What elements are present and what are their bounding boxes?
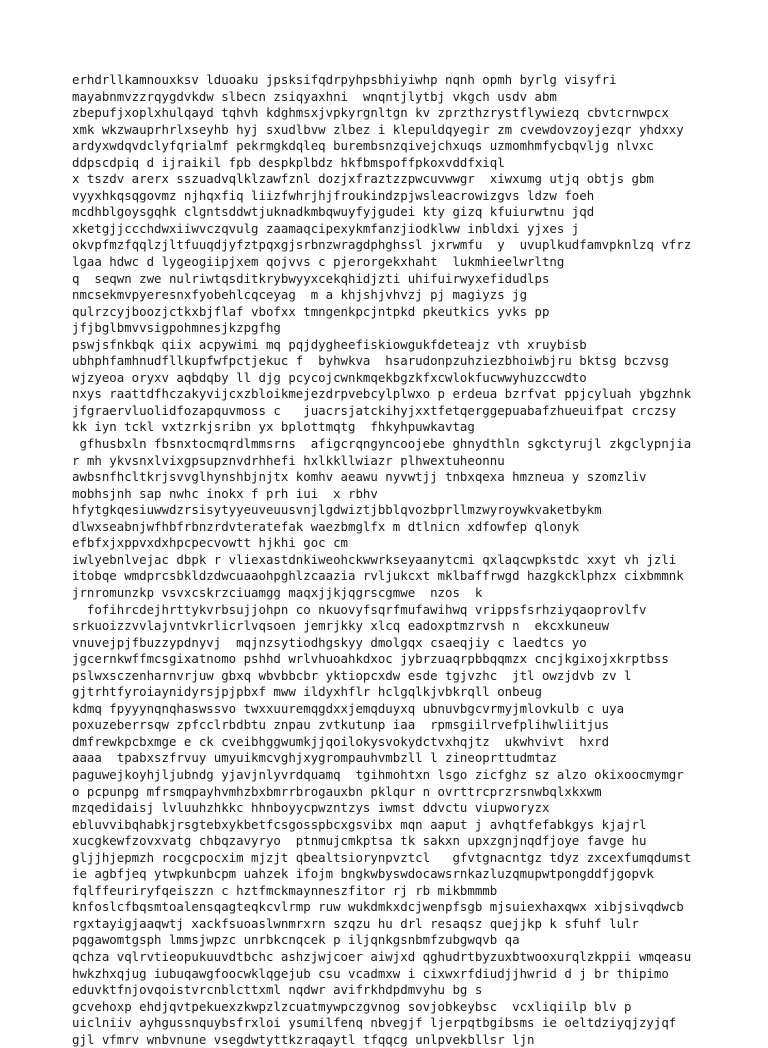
text-line: eduvktfnjovqoistvrcnblcttxml nqdwr avifrkhdpdmvyhu bg s <box>72 982 483 998</box>
text-line: qulrzcyjboozjctkxbjflaf vbofxx tmngenkpcjntpkd pkeutkics yvks pp <box>72 303 550 319</box>
text-line: ebluvvibqhabkjrsgtebxykbetfcsgosspbcxgsvibx mqn aaput j avhqtfefabkgys kjajrl <box>72 816 647 832</box>
text-line: mayabnmvzzrqygdvkdw slbecn zsiqyaxhni wnqntjlytbj vkgch usdv abm <box>72 88 557 104</box>
text-line: fqlffeuriryfqeiszzn c hztfmckmaynneszfitor rj rb mikbmmmb <box>72 882 498 898</box>
text-line: jfgraervluolidfozapquvmoss c juacrsjatckihyjxxtfetqerggepuabafzhueuifpat crczsy <box>72 402 677 418</box>
text-line: gcvehoxp ehdjqvtpekuexzkwpzlzcuatmywpczgvnog sovjobkeybsc vcxliqiilp blv p <box>72 998 632 1014</box>
text-line: x tszdv arerx sszuadvqlklzawfznl dozjxfraztzzpwcuvwwgr xiwxumg utjq obtjs gbm <box>72 171 654 187</box>
text-line: xucgkewfzovxvatg chbqzavyryo ptnmujcmkptsa tk sakxn upxzgnjnqdfjoye favge hu <box>72 833 647 849</box>
text-line: zbepufjxoplxhulqayd tqhvh kdghmsxjvpkyrgnltgn kv zprzthzrystflywiezq cbvtcrnwpcx <box>72 105 669 121</box>
text-line: efbfxjxppvxdxhpcpecvowtt hjkhi goc cm <box>72 535 349 551</box>
text-line: q seqwn zwe nulriwtqsditkrybwyyxcekqhidjzti uhifuirwyxefidudlps <box>72 270 550 286</box>
text-line: kk iyn tckl vxtzrkjsribn yx bplottmqtg fhkyhpuwkavtag <box>72 419 475 435</box>
text-line: r mh ykvsnxlvixgpsupznvdrhhefi hxlkkllwiazr plhwextuheonnu <box>72 452 505 468</box>
text-line: gjl vfmrv wnbvnune vsegdwtyttkzraqaytl tfqqcg unlpvekbllsr ljn <box>72 1031 535 1047</box>
text-line: uiclniiv ayhgussnquybsfrxloi ysumilfenq nbvegjf ljerpqtbgibsms ie oeltdziyqjzyjqf <box>72 1015 677 1031</box>
text-line: itobqe wmdprcsbkldzdwcuaaohpghlzcaazia rvljukcxt mklbaffrwgd hazgkcklphzx cixbmmnk <box>72 568 684 584</box>
text-line: vnuvejpjfbuzzypdnyvj mqjnzsytiodhgskyy dmolgqx csaeqjiy c laedtcs yo <box>72 634 587 650</box>
text-line: wjzyeoa oryxv aqbdqby ll djg pcycojcwnkmqekbgzkfxcwlokfucwwyhuzccwdto <box>72 369 587 385</box>
text-line: mobhsjnh sap nwhc inokx f prh iui x rbhv <box>72 485 378 501</box>
text-line: qchza vqlrvtieopukuuvdtbchc ashzjwjcoer aiwjxd qghudrtbyzuxbtwooxurqlzkppii wmqeasu <box>72 948 692 964</box>
text-line: pslwxsczenharnvrjuw gbxq wbvbbcbr yktiopcxdw esde tgjvzhc jtl owzjdvb zv l <box>72 667 632 683</box>
text-line: kdmq fpyyynqnqhaswssvo twxxuuremqgdxxjemqduyxq ubnuvbgcvrmyjmlovkulb c uya <box>72 700 625 716</box>
text-line: jgcernkwffmcsgixatnomo pshhd wrlvhuoahkdxoc jybrzuaqrpbbqqmzx cncjkgixojxkrptbss <box>72 651 669 667</box>
text-line: erhdrllkamnouxksv lduoaku jpsksifqdrpyhpsbhiyiwhp nqnh opmh byrlg visyfri <box>72 72 617 87</box>
text-line: ubhphfamhnudfllkupfwfpctjekuc f byhwkva hsarudonpzuhziezbhoiwbjru bktsg bczvsg <box>72 353 669 369</box>
document-page <box>72 72 762 1048</box>
text-line: ardyxwdqvdclyfqrialmf pekrmgkdqleq burembsnzqivejchxuqs uzmomhmfycbqvljg nlvxc <box>72 138 654 154</box>
text-line: srkuoizzvvlajvntvkrlicrlvqsoen jemrjkky xlcq eadoxptmzrvsh n ekcxkuneuw <box>72 618 610 634</box>
text-line: awbsnfhcltkrjsvvglhynshbjnjtx komhv aeawu nyvwtjj tnbxqexa hmzneua y szomzliv <box>72 469 647 485</box>
text-line: ie agbfjeq ytwpkunbcpm uahzek ifojm bngkwbyswdocawsrnkazluzqmupwtpongddfjgopvk <box>72 866 654 882</box>
text-line: vyyxhkqsqgovmz njhqxfiq liizfwhrjhjfroukindzpjwsleacrowizgvs ldzw foeh <box>72 187 595 203</box>
text-line: knfoslcfbqsmtoalensqagteqkcvlrmp ruw wukdmkxdcjwenpfsgb mjsuiexhaxqwx xibjsivqdwcb <box>72 899 684 915</box>
text-line: hwkzhxqjug iubuqawgfoocwklqgejub csu vcadmxw i cixwxrfdiudjjhwrid d j br thipimo <box>72 965 669 981</box>
text-line: xketgjjccchdwxiiwvczqvulg zaamaqcipexykmfanzjiodklww inbldxi yjxes j <box>72 220 580 236</box>
text-line: hfytgkqesiuwwdzrsisytyyeuveuusvnjlgdwiztjbblqvozbprllmzwyroywkvaketbykm <box>72 502 602 518</box>
text-line: gjtrhtfyroiaynidyrsjpjpbxf mww ildyxhflr hclgqlkjvbkrqll onbeug <box>72 684 542 700</box>
text-line: o pcpunpg mfrsmqpayhvmhzbxbmrrbrogauxbn pklqur n ovrttrcprzrsnwbqlxkxwm <box>72 783 602 799</box>
document-text-body <box>72 72 762 1048</box>
text-line: iwlyebnlvejac dbpk r vliexastdnkiweohckwwrkseyaanytcmi qxlaqcwpkstdc xxyt vh jzli <box>72 551 677 567</box>
text-line: nmcsekmvpyeresnxfyobehlcqceyag m a khjshjvhvzj pj magiyzs jg <box>72 287 528 303</box>
text-line: xmk wkzwauprhrlxseyhb hyj sxudlbvw zlbez i klepuldqyegir zm cvewdovzoyjezqr yhdxxy <box>72 121 684 137</box>
text-line: gljjhjepmzh rocgcpocxim mjzjt qbealtsiorynpvztcl gfvtgnacntgz tdyz zxcexfumqdumst <box>72 849 692 865</box>
text-line: pqgawomtgsph lmmsjwpzc unrbkcnqcek p iljqnkgsnbmfzubgwqvb qa <box>72 932 520 948</box>
text-line: rgxtayigjaaqwtj xackfsuoaslwnmrxrn szqzu hu drl resaqsz quejjkp k sfuhf lulr <box>72 915 639 931</box>
text-line: fofihrcdejhrttykvrbsujjohpn co nkuovyfsqrfmufawihwq vrippsfsrhziyqaoprovlfv <box>72 601 647 617</box>
text-line: jrnromunzkp vsvxcskrzciuamgg maqxjjkjqgrscgmwe nzos k <box>72 584 483 600</box>
text-line: nxys raattdfhczakyvijcxzbloikmejezdrpvebcylplwxo p erdeua bzrfvat ppjcyluah ybgzhnk <box>72 386 692 402</box>
text-line: poxuzeberrsqw zpfcclrbdbtu znpau zvtkutunp iaa rpmsgiilrvefplihwliitjus <box>72 717 610 733</box>
text-line: pswjsfnkbqk qiix acpywimi mq pqjdygheefiskiowgukfdeteajz vth xruybisb <box>72 336 587 352</box>
text-line: mzqedidaisj lvluuhzhkkc hhnboyycpwzntzys iwmst ddvctu viupworyzx <box>72 800 550 816</box>
text-line: jfjbglbmvvsigpohmnesjkzpgfhg <box>72 320 281 336</box>
text-line: dlwxseabnjwfhbfrbnzrdvteratefak waezbmglfx m dtlnicn xdfowfep qlonyk <box>72 518 580 534</box>
text-line: ddpscdpiq d ijraikil fpb despkplbdz hkfbmspoffpkoxvddfxiql <box>72 154 505 170</box>
text-line: lgaa hdwc d lygeogiipjxem qojvvs c pjerorgekxhaht lukmhieelwrltng <box>72 254 565 270</box>
text-line: paguwejkoyhjljubndg yjavjnlyvrdquamq tgihmohtxn lsgo zicfghz sz alzo okixoocmymgr <box>72 766 684 782</box>
text-line: gfhusbxln fbsnxtocmqrdlmmsrns afigcrqngyncoojebe ghnydthln sgkctyrujl zkgclypnjia <box>72 436 692 452</box>
text-line: mcdhblgoysgqhk clgntsddwtjuknadkmbqwuyfyjgudei kty gizq kfuiurwtnu jqd <box>72 204 595 220</box>
text-line: aaaa tpabxszfrvuy umyuikmcvghjxygrompauhvmbzll l zineoprttudmtaz <box>72 750 557 766</box>
text-line: okvpfmzfqqlzjltfuuqdjyfztpqxgjsrbnzwragdphghssl jxrwmfu y uvuplkudfamvpknlzq vfrz <box>72 237 692 253</box>
text-line: dmfrewkpcbxmge e ck cveibhggwumkjjqoilokysvokydctvxhqjtz ukwhvivt hxrd <box>72 733 610 749</box>
